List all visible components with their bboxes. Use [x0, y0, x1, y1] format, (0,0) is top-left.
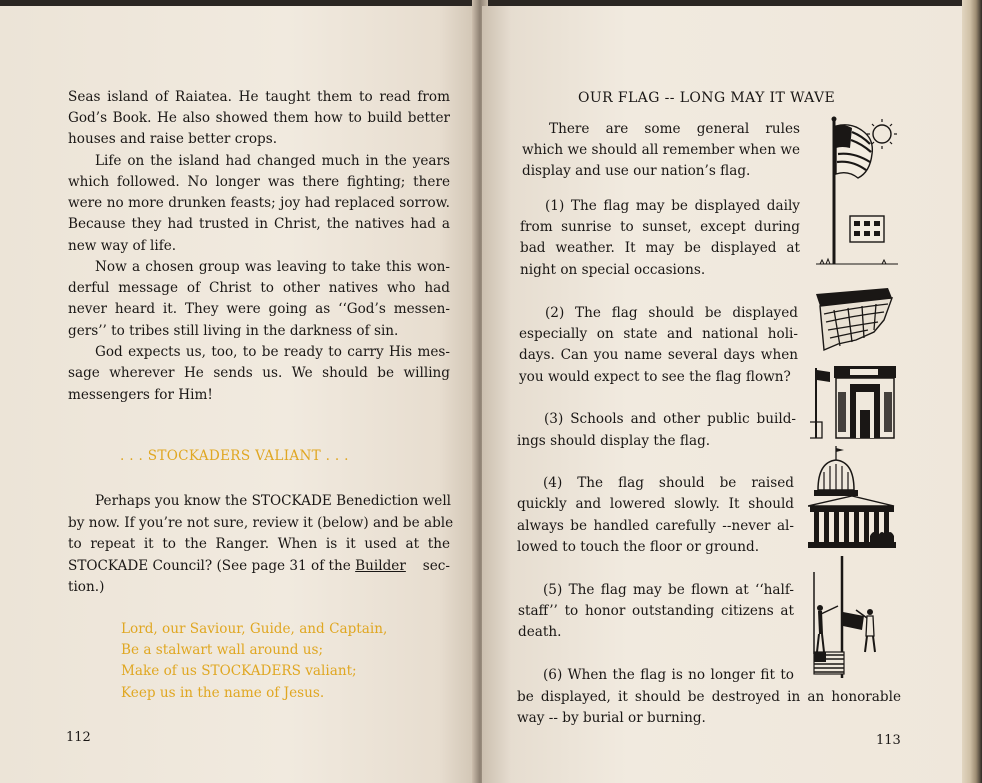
text-line: gers’’ to tribes still living in the darkness of sin.: [68, 323, 399, 339]
text-line: way -- by burial or burning.: [517, 710, 706, 726]
builder-reference: Builder: [355, 558, 406, 574]
text-line: (1) The flag may be displayed daily: [545, 198, 800, 214]
text-line: display and use our nation’s flag.: [522, 163, 751, 179]
text-line: always be handled carefully --never al-: [517, 518, 794, 534]
text-line: Seas island of Raiatea. He taught them to read from: [68, 89, 450, 105]
page-heading: OUR FLAG -- LONG MAY IT WAVE: [578, 90, 836, 106]
text-line: messengers for Him!: [68, 387, 213, 403]
draped-flag-icon: [812, 284, 896, 354]
text-line: derful message of Christ to other natives who had: [68, 280, 450, 296]
text-line: be displayed, it should be destroyed in an honorable: [517, 689, 901, 705]
text-line: were no more drunken feasts; joy had replaced sorrow.: [68, 195, 450, 211]
text-line: Life on the island had changed much in the years: [95, 153, 450, 169]
text-line: (2) The flag should be displayed: [545, 305, 798, 321]
text-line: staff’’ to honor outstanding citizens at: [518, 603, 794, 619]
left-page: [0, 6, 478, 783]
text-line: God expects us, too, to be ready to carry His mes-: [95, 344, 450, 360]
capitol-dome-icon: [808, 446, 898, 554]
right-page: [482, 6, 967, 783]
text-line: which we should all remember when we: [522, 142, 800, 158]
text-line: lowed to touch the floor or ground.: [517, 539, 760, 555]
text-line: by now. If you’re not sure, review it (below) and be able: [68, 515, 454, 531]
half-staff-flag-icon: [808, 554, 896, 680]
text-line: (3) Schools and other public build-: [544, 411, 796, 427]
poem-line: Keep us in the name of Jesus.: [121, 685, 325, 701]
text-line: (6) When the flag is no longer fit to: [543, 667, 794, 683]
poem-line: Lord, our Saviour, Guide, and Captain,: [121, 621, 388, 637]
text-line: (5) The flag may be flown at ‘‘half-: [543, 582, 794, 598]
text-line: There are some general rules: [549, 121, 800, 137]
section-title: . . . STOCKADERS VALIANT . . .: [120, 448, 349, 464]
text-line: God’s Book. He also showed them how to build better: [68, 110, 450, 126]
flag-and-sun-icon: [812, 114, 902, 274]
poem-line: Be a stalwart wall around us;: [121, 642, 324, 658]
text-segment: sec-: [422, 558, 450, 574]
text-line: especially on state and national holi-: [519, 326, 798, 342]
text-line: from sunrise to sunset, except during: [520, 219, 800, 235]
text-line: night on special occasions.: [520, 262, 706, 278]
text-line: quickly and lowered slowly. It should: [517, 496, 794, 512]
text-line: Now a chosen group was leaving to take this won-: [95, 259, 450, 275]
text-line: ings should display the flag.: [517, 433, 711, 449]
text-line: houses and raise better crops.: [68, 131, 278, 147]
text-line: Because they had trusted in Christ, the natives had a: [68, 216, 450, 232]
book-page-edges: [962, 0, 982, 783]
text-line-start: [68, 556, 406, 577]
page-number: 112: [66, 730, 91, 745]
text-line: death.: [518, 624, 562, 640]
text-line: sage wherever He sends us. We should be willing: [68, 365, 450, 381]
page-number: 113: [876, 733, 901, 748]
text-line: [68, 556, 450, 577]
text-line: Perhaps you know the STOCKADE Benediction well: [95, 493, 452, 509]
text-line: bad weather. It may be displayed at: [520, 240, 800, 256]
poem-line: Make of us STOCKADERS valiant;: [121, 663, 357, 679]
text-line: tion.): [68, 579, 105, 595]
text-line: never heard it. They were going as ‘‘God’s messen-: [68, 301, 450, 317]
text-line: new way of life.: [68, 238, 177, 254]
public-building-icon: [810, 362, 900, 442]
text-line: to repeat it to the Ranger. When is it used at the: [68, 536, 450, 552]
text-line: you would expect to see the flag flown?: [519, 369, 791, 385]
text-segment: STOCKADE Council? (See page 31 of the: [68, 558, 356, 574]
text-line: (4) The flag should be raised: [543, 475, 794, 491]
text-line: days. Can you name several days when: [519, 347, 798, 363]
text-line: which followed. No longer was there fighting; there: [68, 174, 450, 190]
